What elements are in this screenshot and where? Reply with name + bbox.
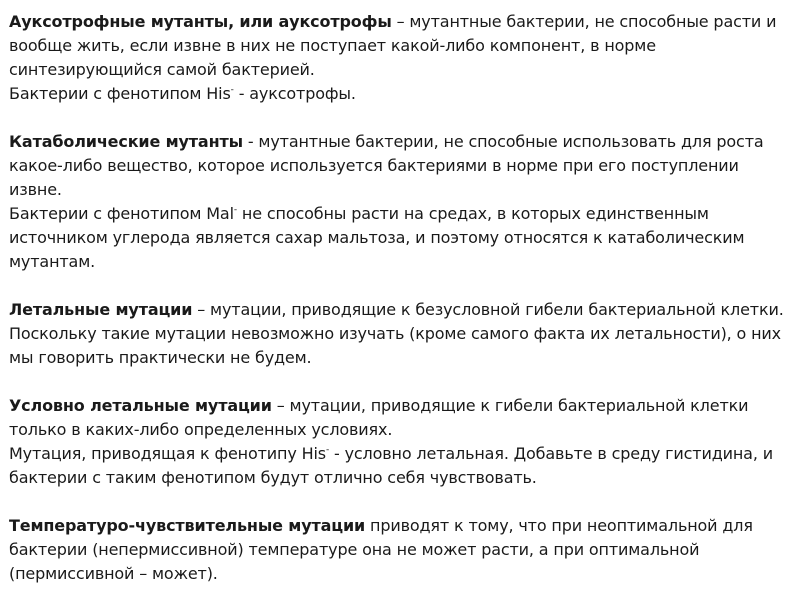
term-temperature: Температуро-чувствительные мутации (9, 516, 366, 535)
example-conditional: Мутация, приводящая к фенотипу His- - условно летальная. Добавьте в среду гистидина, и бактерии с таким фенотипом будут отлично себя чувствовать. (9, 444, 773, 487)
example-auxotrophs: Бактерии с фенотипом His- - ауксотрофы. (9, 84, 356, 103)
definition-conditional: – мутации, приводящие к гибели бактериальной клетки только в каких-либо определенных условиях. (9, 396, 749, 439)
term-lethal: Летальные мутации (9, 300, 193, 319)
term-conditional: Условно летальные мутации (9, 396, 272, 415)
term-auxotrophs: Ауксотрофные мутанты, или ауксотрофы (9, 12, 392, 31)
paragraph-auxotrophs (9, 10, 786, 106)
definition-catabolic: - мутантные бактерии, не способные использовать для роста какое-либо вещество, которое используется бактериями в норме при его поступлении извне. (9, 132, 764, 199)
definition-temperature: приводят к тому, что при неоптимальной для бактерии (непермиссивной) температуре она не может расти, а при оптимальной (пермиссивной – может). (9, 516, 753, 583)
paragraph-temperature (9, 514, 786, 586)
paragraph-conditional (9, 394, 786, 490)
paragraph-lethal (9, 298, 786, 370)
definition-lethal: – мутации, приводящие к безусловной гибели бактериальной клетки. Поскольку такие мутации невозможно изучать (кроме самого факта их летальности), о них мы говорить практически не будем. (9, 300, 784, 367)
definition-auxotrophs: – мутантные бактерии, не способные расти и вообще жить, если извне в них не поступает какой-либо компонент, в норме синтезирующийся самой бактерией. (9, 12, 777, 79)
term-catabolic: Катаболические мутанты (9, 132, 243, 151)
paragraph-catabolic (9, 130, 786, 274)
example-catabolic: Бактерии с фенотипом Mal- не способны расти на средах, в которых единственным источником углерода является сахар мальтоза, и поэтому относятся к катаболическим мутантам. (9, 204, 745, 271)
